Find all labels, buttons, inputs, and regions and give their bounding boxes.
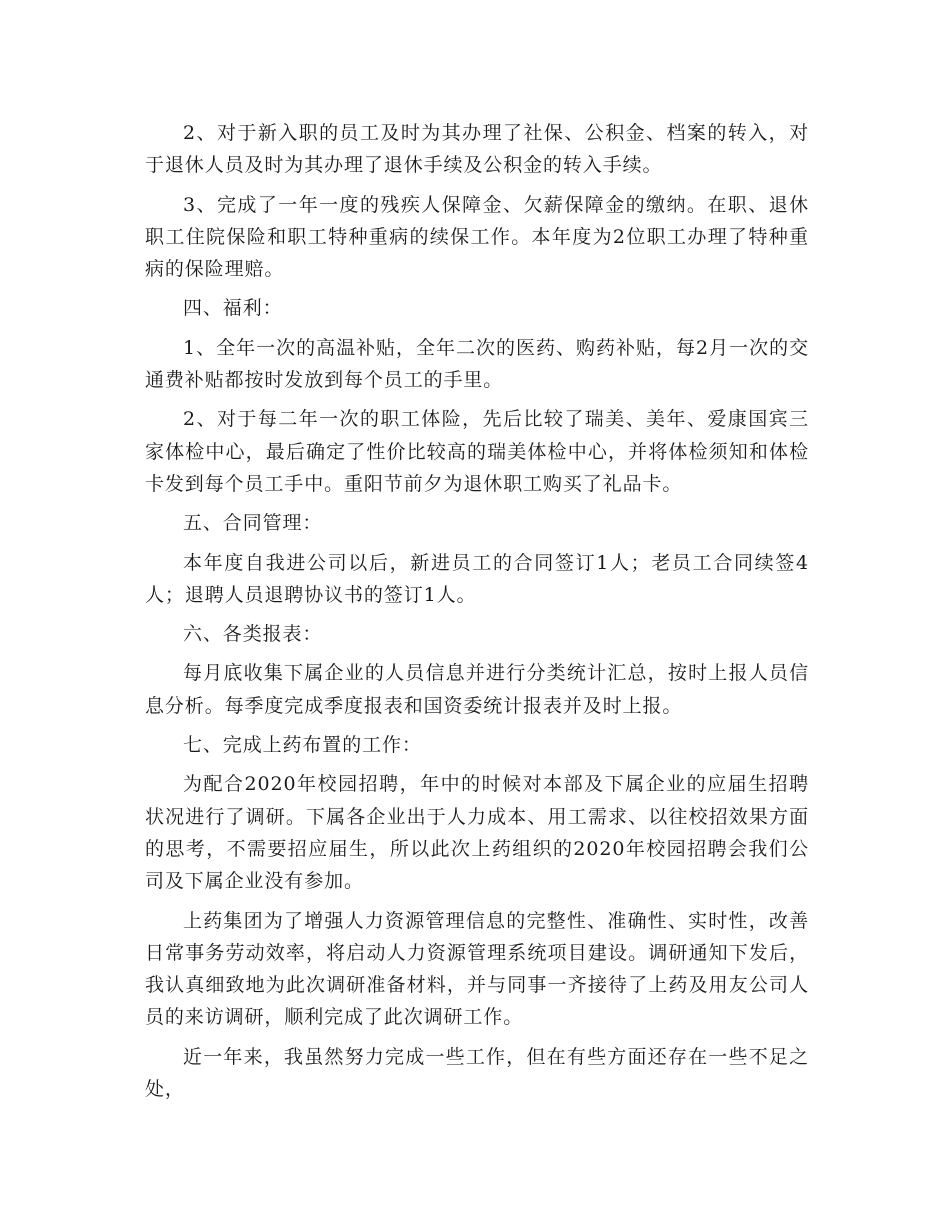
- paragraph-health-checkup: 2、对于每二年一次的职工体险，先后比较了瑞美、美年、爱康国宾三家体检中心，最后确定了性价比较高的瑞美体检中心，并将体检须知和体检卡发到每个员工手中。重阳节前夕为退休职工购买了礼品卡。: [145, 408, 809, 495]
- paragraph-summary: 近一年来，我虽然努力完成一些工作，但在有些方面还存在一些不足之处，: [145, 1045, 809, 1101]
- document-body: [145, 117, 809, 1112]
- paragraph-social-security-transfer: 2、对于新入职的员工及时为其办理了社保、公积金、档案的转入，对于退休人员及时为其办理了退休手续及公积金的转入手续。: [145, 122, 809, 177]
- paragraph-allowances: 1、全年一次的高温补贴，全年二次的医药、购药补贴，每2月一次的交通费补贴都按时发放到每个员工的手里。: [145, 336, 809, 392]
- paragraph-campus-recruitment: 为配合2020年校园招聘，年中的时候对本部及下属企业的应届生招聘状况进行了调研。下属各企业出于人力成本、用工需求、以往校招效果方面的思考，不需要招应届生，所以此次上药组织的2020年校园招聘会我们公司及下属企业没有参加。: [145, 773, 809, 893]
- section-heading-welfare: 四、福利：: [183, 297, 283, 320]
- paragraph-contracts: 本年度自我进公司以后，新进员工的合同签订1人；老员工合同续签4人；退聘人员退聘协议书的签订1人。: [145, 551, 809, 606]
- section-heading-assigned-work: 七、完成上药布置的工作：: [183, 734, 422, 757]
- paragraph-reports: 每月底收集下属企业的人员信息并进行分类统计汇总，按时上报人员信息分析。每季度完成季度报表和国资委统计报表并及时上报。: [145, 662, 809, 717]
- section-heading-reports: 六、各类报表：: [183, 623, 323, 646]
- section-heading-contract-management: 五、合同管理：: [183, 512, 323, 535]
- paragraph-hr-system-research: 上药集团为了增强人力资源管理信息的完整性、准确性、实时性，改善日常事务劳动效率，将启动人力资源管理系统项目建设。调研通知下发后，我认真细致地为此次调研准备材料，并与同事一齐接待了上药及用友公司人员的来访调研，顺利完成了此次调研工作。: [145, 909, 809, 1029]
- paragraph-insurance-payment: 3、完成了一年一度的残疾人保障金、欠薪保障金的缴纳。在职、退休职工住院保险和职工特种重病的续保工作。本年度为2位职工办理了特种重病的保险理赔。: [145, 193, 809, 281]
